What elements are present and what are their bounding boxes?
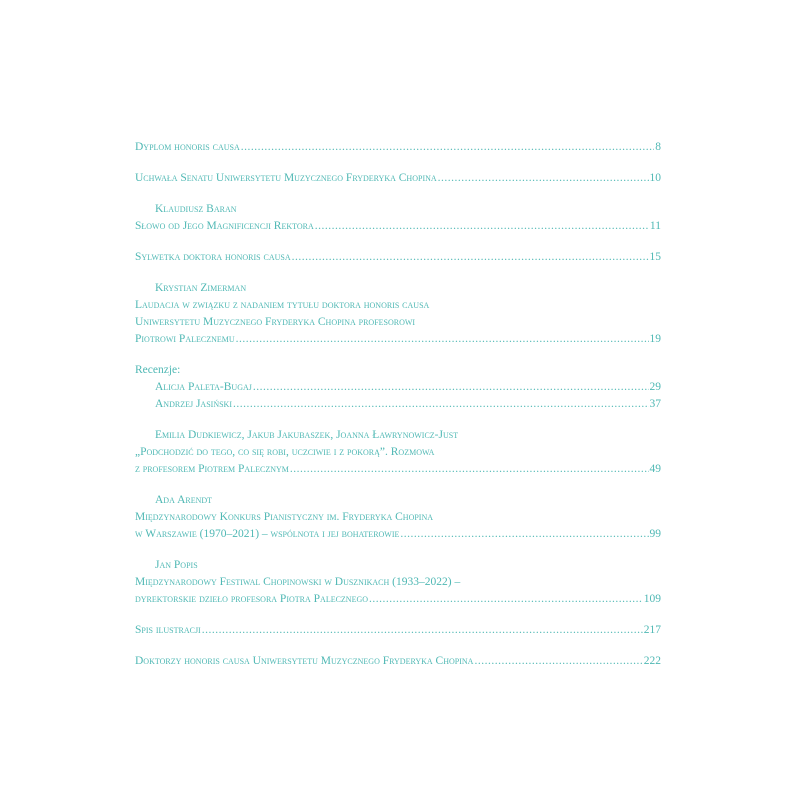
leader-dots bbox=[236, 333, 649, 345]
toc-entry bbox=[135, 655, 661, 672]
leader-dots bbox=[400, 528, 648, 540]
toc-author: Emilia Dudkiewicz, Jakub Jakubaszek, Joanna Ławrynowicz-Just bbox=[155, 429, 459, 441]
toc-title: Uchwała Senatu Uniwersytetu Muzycznego Fryderyka Chopina bbox=[135, 172, 437, 184]
toc-page: 99 bbox=[649, 528, 661, 540]
toc-title: Piotrowi Palecznemu bbox=[135, 333, 235, 345]
toc-entry bbox=[135, 220, 661, 237]
leader-dots bbox=[253, 381, 649, 393]
toc-page: 217 bbox=[643, 624, 661, 636]
toc-title: Dyplom honoris causa bbox=[135, 141, 240, 153]
toc-page: 109 bbox=[643, 593, 661, 605]
toc-page: 10 bbox=[649, 172, 661, 184]
toc-entry bbox=[135, 593, 661, 610]
toc-entry bbox=[135, 528, 661, 545]
toc-entry bbox=[135, 141, 661, 158]
toc-title: Alicja Paleta-Bugaj bbox=[155, 381, 252, 393]
toc-page: 29 bbox=[649, 381, 661, 393]
leader-dots bbox=[290, 463, 649, 475]
toc-page: 37 bbox=[649, 398, 661, 410]
toc-entry bbox=[135, 463, 661, 480]
toc-entry bbox=[135, 398, 661, 415]
leader-dots bbox=[292, 251, 649, 263]
toc-title: Spis ilustracji bbox=[135, 624, 201, 636]
toc-title: Doktorzy honoris causa Uniwersytetu Muzycznego Fryderyka Chopina bbox=[135, 655, 474, 667]
toc-title-line: Laudacja w związku z nadaniem tytułu doktora honoris causa bbox=[135, 299, 430, 311]
leader-dots bbox=[474, 655, 642, 667]
leader-dots bbox=[233, 398, 649, 410]
toc-page: 222 bbox=[643, 655, 661, 667]
toc-page: 11 bbox=[649, 220, 661, 232]
toc-title-line: Międzynarodowy Festiwal Chopinowski w Dusznikach (1933–2022) – bbox=[135, 576, 461, 588]
leader-dots bbox=[315, 220, 649, 232]
toc-entry bbox=[135, 333, 661, 350]
toc-page: 15 bbox=[649, 251, 661, 263]
leader-dots bbox=[438, 172, 649, 184]
toc-entry bbox=[135, 251, 661, 268]
toc-author: Krystian Zimerman bbox=[155, 282, 247, 294]
toc-title: Słowo od Jego Magnificencji Rektora bbox=[135, 220, 314, 232]
toc-title-line: „Podchodzić do tego, co się robi, uczciwie i z pokorą”. Rozmowa bbox=[135, 446, 435, 458]
toc-author: Ada Arendt bbox=[155, 494, 213, 506]
toc-page: 49 bbox=[649, 463, 661, 475]
toc-title: dyrektorskie dzieło profesora Piotra Palecznego bbox=[135, 593, 369, 605]
toc-page: 19 bbox=[649, 333, 661, 345]
leader-dots bbox=[241, 141, 655, 153]
toc-title: w Warszawie (1970–2021) – wspólnota i jej bohaterowie bbox=[135, 528, 400, 540]
toc-title: Andrzej Jasiński bbox=[155, 398, 232, 410]
toc-title: z profesorem Piotrem Palecznym bbox=[135, 463, 289, 475]
toc-title-line: Uniwersytetu Muzycznego Fryderyka Chopina profesorowi bbox=[135, 316, 416, 328]
leader-dots bbox=[202, 624, 643, 636]
toc-entry bbox=[135, 172, 661, 189]
toc-title-line: Międzynarodowy Konkurs Pianistyczny im. Fryderyka Chopina bbox=[135, 511, 434, 523]
toc-entry bbox=[135, 381, 661, 398]
toc-title: Sylwetka doktora honoris causa bbox=[135, 251, 291, 263]
toc-author: Jan Popis bbox=[155, 559, 198, 571]
leader-dots bbox=[369, 593, 643, 605]
toc-heading: Recenzje: bbox=[135, 364, 181, 376]
toc-author: Klaudiusz Baran bbox=[155, 203, 237, 215]
table-of-contents bbox=[135, 141, 661, 672]
toc-page: 8 bbox=[655, 141, 661, 153]
toc-entry bbox=[135, 624, 661, 641]
